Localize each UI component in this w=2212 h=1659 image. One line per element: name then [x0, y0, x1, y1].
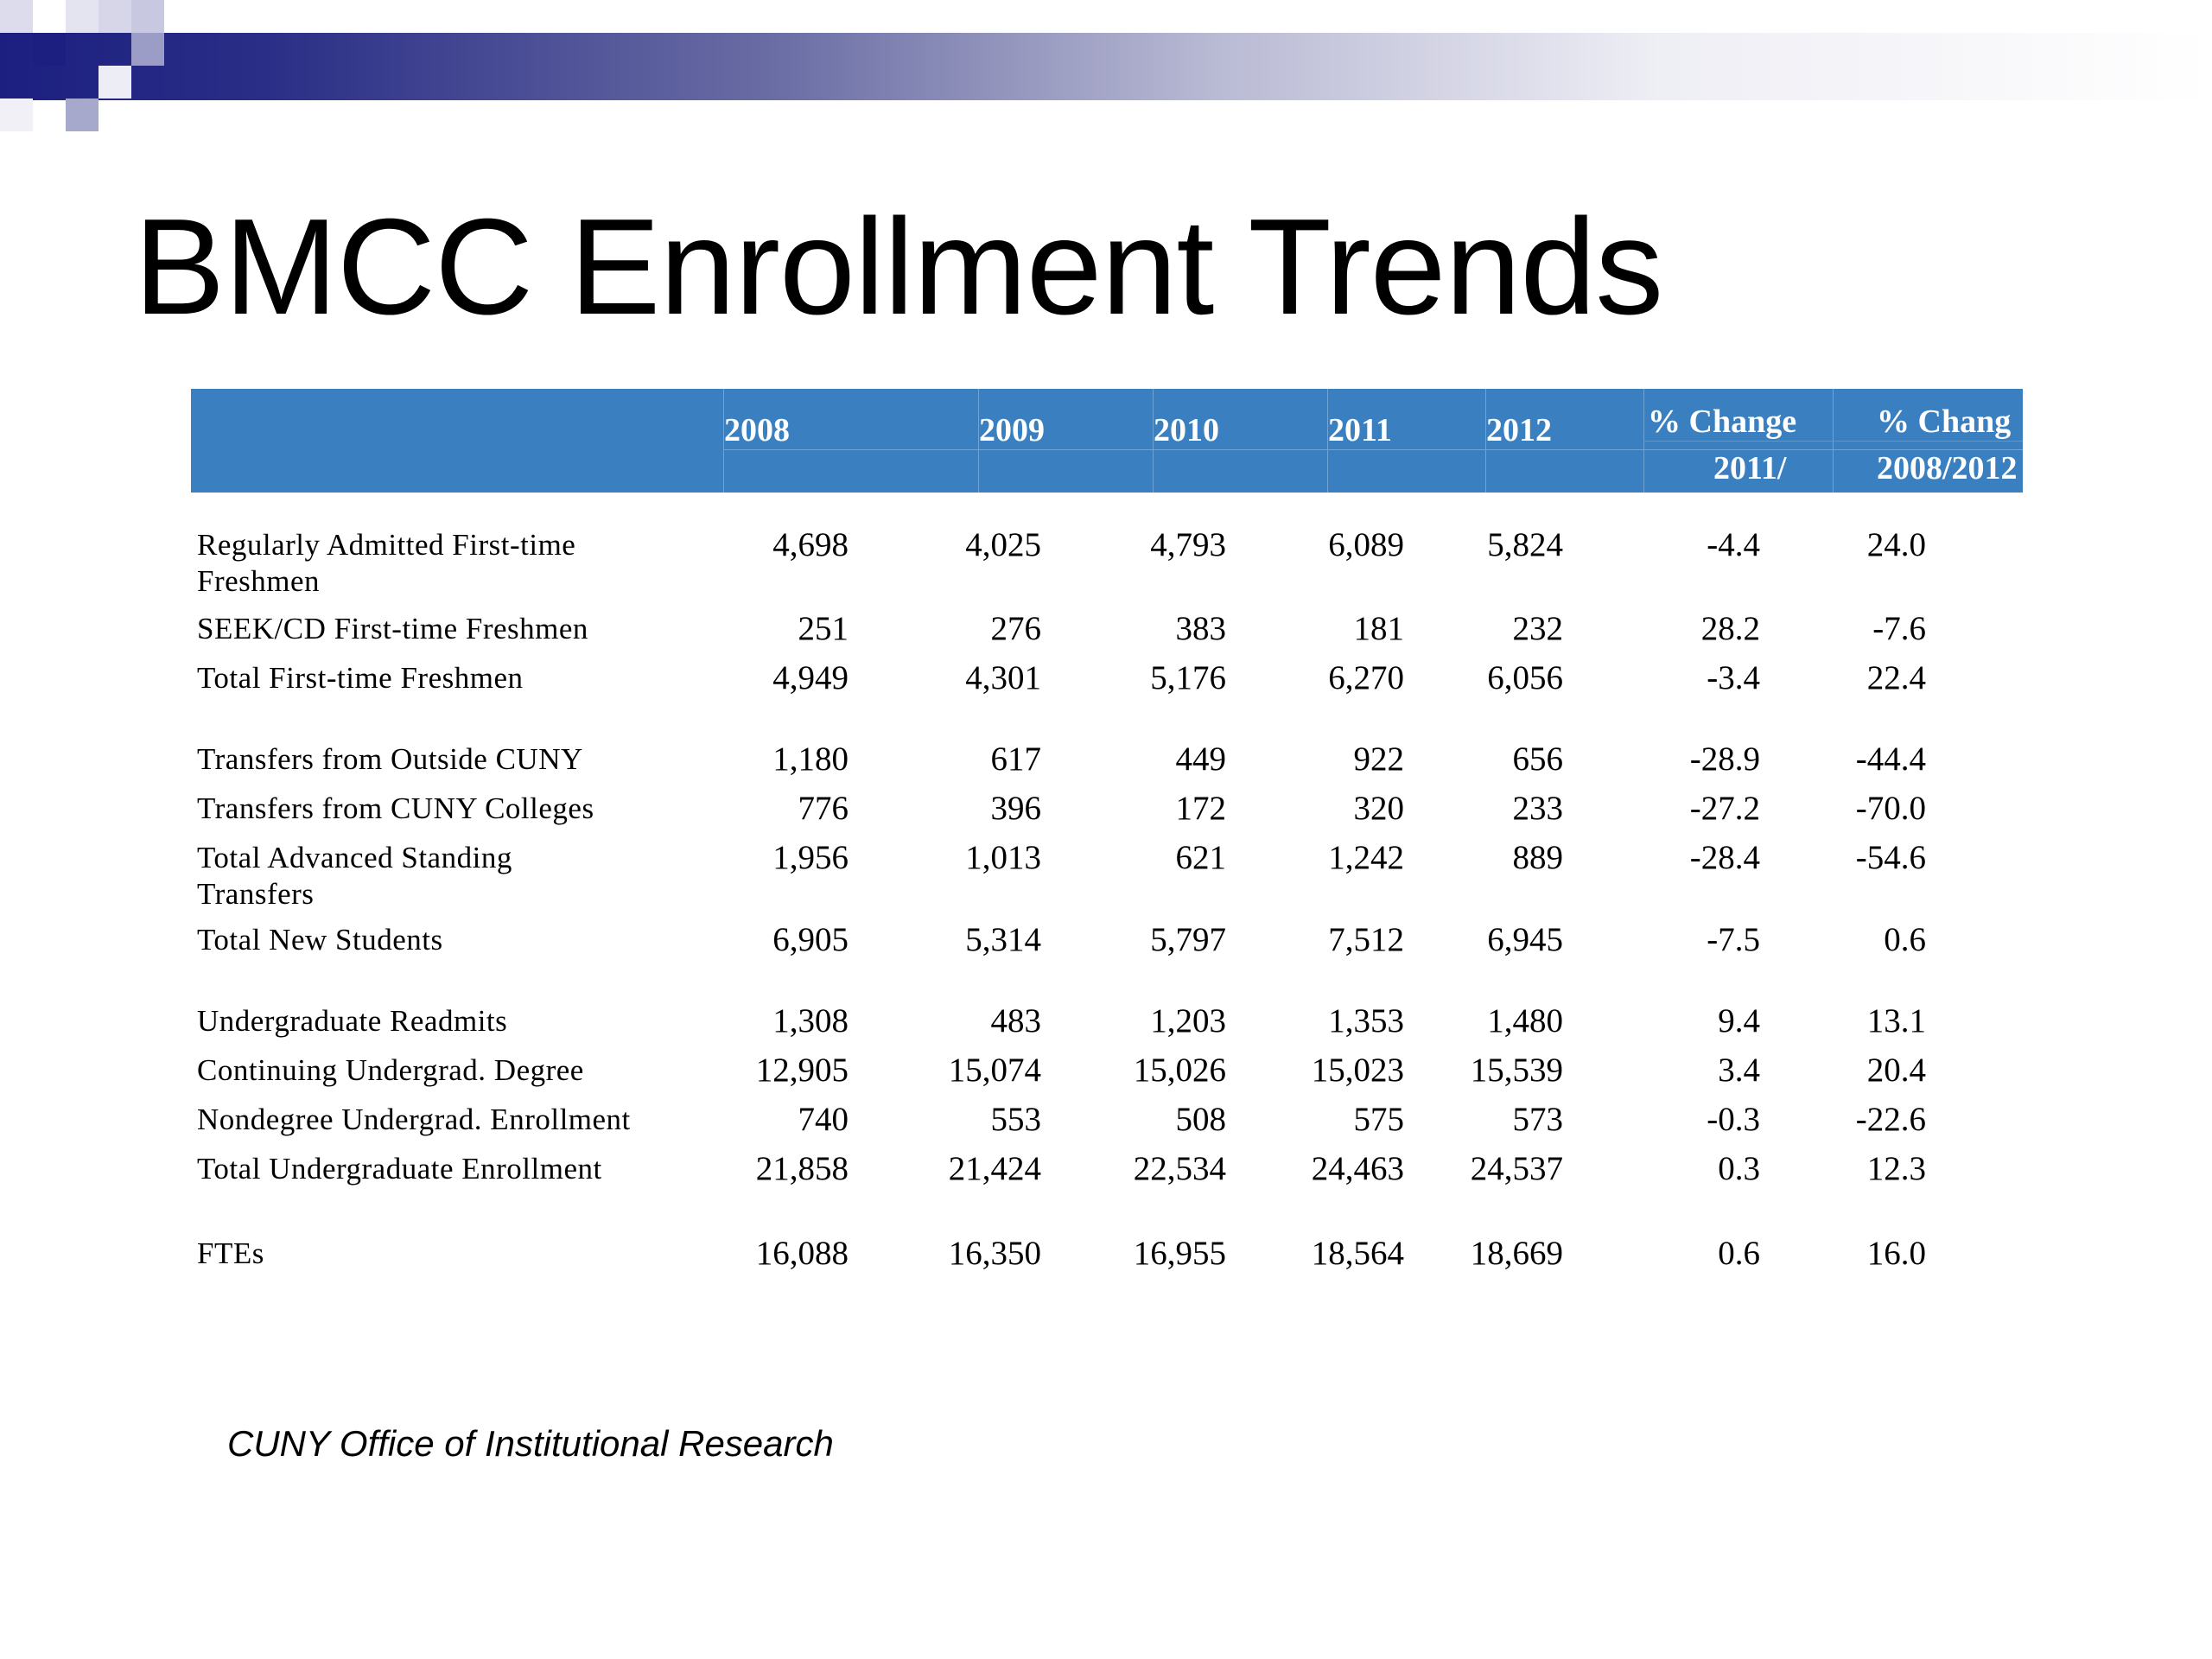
- decor-square: [66, 0, 99, 33]
- col-header-change-2-line2: 2008/2012: [1877, 450, 2018, 486]
- table-cell: 16.0: [1866, 1235, 1926, 1272]
- table-cell: 16,088: [755, 1235, 849, 1272]
- table-cell: 24.0: [1866, 526, 1926, 563]
- row-label: SEEK/CD First-time Freshmen: [197, 612, 588, 645]
- table-row: [191, 1236, 2023, 1296]
- table-row: [191, 1151, 2023, 1211]
- table-cell: 4,698: [772, 526, 849, 563]
- table-cell: 1,180: [772, 741, 849, 778]
- table-cell: 922: [1353, 741, 1404, 778]
- table-cell: 233: [1512, 790, 1563, 827]
- col-header-2009: 2009: [979, 412, 1045, 448]
- table-cell: 889: [1512, 839, 1563, 876]
- table-cell: 4,949: [772, 659, 849, 696]
- col-header-2008: 2008: [724, 412, 790, 448]
- table-cell: 396: [990, 790, 1041, 827]
- col-header-change-1-line2: 2011/: [1713, 450, 1787, 486]
- table-cell: 12,905: [755, 1052, 849, 1089]
- row-label: Transfers from Outside CUNY: [197, 742, 583, 776]
- table-cell: 20.4: [1866, 1052, 1926, 1089]
- table-cell: -28.4: [1689, 839, 1760, 876]
- table-cell: 24,537: [1470, 1150, 1563, 1187]
- table-cell: -27.2: [1689, 790, 1760, 827]
- table-cell: 1,480: [1487, 1002, 1563, 1039]
- table-row: [191, 839, 2023, 911]
- row-label: Nondegree Undergrad. Enrollment: [197, 1103, 631, 1136]
- table-header: [191, 389, 2023, 493]
- table-cell: 13.1: [1866, 1002, 1926, 1039]
- table-cell: 4,793: [1150, 526, 1226, 563]
- row-label: Regularly Admitted First-time Freshmen: [197, 528, 576, 598]
- table-cell: 7,512: [1328, 921, 1404, 958]
- col-header-2010: 2010: [1154, 412, 1219, 448]
- col-header-2012: 2012: [1486, 412, 1552, 448]
- table-cell: 740: [798, 1101, 849, 1138]
- table-cell: 172: [1175, 790, 1226, 827]
- decor-square: [33, 33, 66, 66]
- table-cell: 6,270: [1328, 659, 1404, 696]
- table-cell: 4,301: [965, 659, 1041, 696]
- table-cell: 18,669: [1470, 1235, 1563, 1272]
- table-cell: -22.6: [1855, 1101, 1926, 1138]
- table-cell: 0.3: [1718, 1150, 1760, 1187]
- table-cell: 181: [1353, 610, 1404, 647]
- table-cell: 553: [990, 1101, 1041, 1138]
- table-cell: 6,056: [1487, 659, 1563, 696]
- row-label: FTEs: [197, 1236, 264, 1270]
- table-cell: 21,424: [948, 1150, 1041, 1187]
- decor-square: [131, 0, 164, 33]
- table-cell: 320: [1353, 790, 1404, 827]
- col-header-change-1-line1: % Change: [1648, 404, 1797, 440]
- table-cell: 16,955: [1133, 1235, 1226, 1272]
- table-cell: 383: [1175, 610, 1226, 647]
- table-cell: 15,023: [1311, 1052, 1404, 1089]
- table-cell: 24,463: [1311, 1150, 1404, 1187]
- table-cell: 6,905: [772, 921, 849, 958]
- table-cell: 1,013: [965, 839, 1041, 876]
- col-header-2011: 2011: [1328, 412, 1392, 448]
- table-cell: 9.4: [1718, 1002, 1760, 1039]
- table-cell: 16,350: [948, 1235, 1041, 1272]
- row-label: Total First-time Freshmen: [197, 661, 524, 695]
- table-cell: 276: [990, 610, 1041, 647]
- table-cell: 6,089: [1328, 526, 1404, 563]
- table-cell: -4.4: [1707, 526, 1760, 563]
- table-cell: 6,945: [1487, 921, 1563, 958]
- row-label: Undergraduate Readmits: [197, 1004, 508, 1038]
- table-cell: 621: [1175, 839, 1226, 876]
- table-cell: 232: [1512, 610, 1563, 647]
- table-cell: 12.3: [1866, 1150, 1926, 1187]
- table-cell: -7.5: [1707, 921, 1760, 958]
- table-cell: -44.4: [1855, 741, 1926, 778]
- table-cell: 1,203: [1150, 1002, 1226, 1039]
- table-cell: 656: [1512, 741, 1563, 778]
- table-cell: 28.2: [1700, 610, 1760, 647]
- table-cell: 1,242: [1328, 839, 1404, 876]
- table-row: [191, 526, 2023, 598]
- table-row: [191, 660, 2023, 721]
- decor-square: [131, 33, 164, 66]
- table-cell: 575: [1353, 1101, 1404, 1138]
- table-cell: -54.6: [1855, 839, 1926, 876]
- table-cell: 776: [798, 790, 849, 827]
- table-cell: 5,176: [1150, 659, 1226, 696]
- table-cell: 3.4: [1718, 1052, 1760, 1089]
- table-cell: 15,026: [1133, 1052, 1226, 1089]
- table-cell: 1,353: [1328, 1002, 1404, 1039]
- page-title: BMCC Enrollment Trends: [134, 191, 1663, 343]
- table-cell: -7.6: [1872, 610, 1926, 647]
- table-cell: -0.3: [1707, 1101, 1760, 1138]
- table-cell: 21,858: [755, 1150, 849, 1187]
- source-note: CUNY Office of Institutional Research: [227, 1423, 834, 1464]
- table-cell: 617: [990, 741, 1041, 778]
- table-cell: 5,797: [1150, 921, 1226, 958]
- decor-square: [66, 99, 99, 131]
- decor-square: [0, 0, 33, 33]
- row-label: Continuing Undergrad. Degree: [197, 1053, 584, 1087]
- table-cell: 573: [1512, 1101, 1563, 1138]
- table-cell: 1,956: [772, 839, 849, 876]
- table-cell: 18,564: [1311, 1235, 1404, 1272]
- table-cell: 0.6: [1884, 921, 1926, 958]
- enrollment-table: [191, 389, 2023, 1374]
- row-label: Total Advanced Standing Transfers: [197, 841, 512, 911]
- row-label: Total Undergraduate Enrollment: [197, 1152, 602, 1185]
- table-cell: 508: [1175, 1101, 1226, 1138]
- table-cell: -70.0: [1855, 790, 1926, 827]
- table-cell: 251: [798, 610, 849, 647]
- decor-square: [99, 66, 131, 99]
- header-band: [0, 33, 2212, 100]
- table-cell: 15,074: [948, 1052, 1041, 1089]
- table-cell: 15,539: [1470, 1052, 1563, 1089]
- table-cell: 4,025: [965, 526, 1041, 563]
- table-cell: 22.4: [1866, 659, 1926, 696]
- decor-square: [0, 99, 33, 131]
- table-cell: 5,314: [965, 921, 1041, 958]
- table-cell: 483: [990, 1002, 1041, 1039]
- table-row: [191, 922, 2023, 982]
- row-label: Transfers from CUNY Colleges: [197, 791, 594, 825]
- table-cell: -28.9: [1689, 741, 1760, 778]
- table-cell: 22,534: [1133, 1150, 1226, 1187]
- table-cell: 449: [1175, 741, 1226, 778]
- col-header-change-2-line1: % Chang: [1877, 404, 2012, 440]
- table-cell: 0.6: [1718, 1235, 1760, 1272]
- decor-square: [99, 0, 131, 33]
- table-cell: 1,308: [772, 1002, 849, 1039]
- row-label: Total New Students: [197, 923, 443, 957]
- table-cell: -3.4: [1707, 659, 1760, 696]
- table-cell: 5,824: [1487, 526, 1563, 563]
